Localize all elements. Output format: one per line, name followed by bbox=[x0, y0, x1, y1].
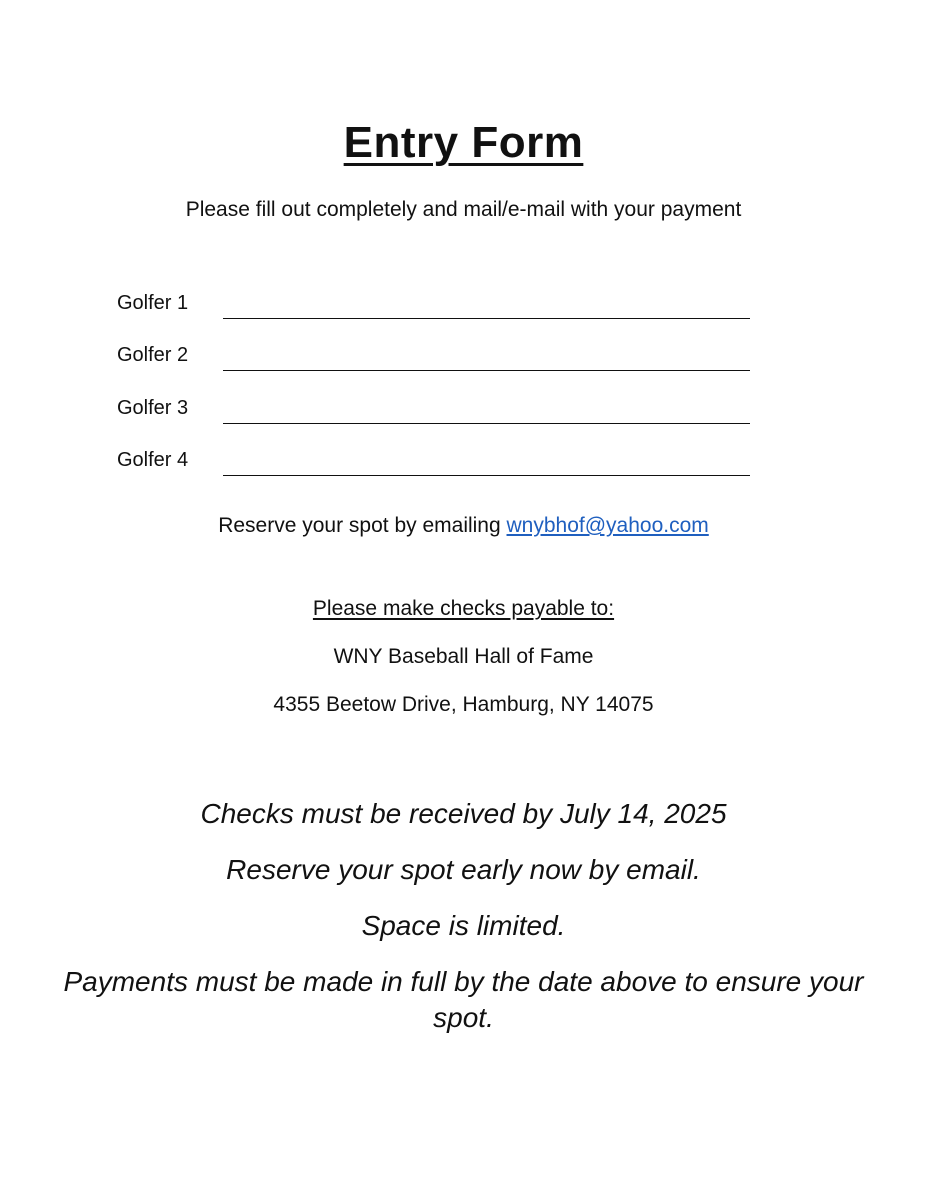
mailing-address: 4355 Beetow Drive, Hamburg, NY 14075 bbox=[273, 693, 654, 716]
payment-full-notice: Payments must be made in full by the date above to ensure your spot. bbox=[63, 966, 864, 1033]
golfer-3-row bbox=[117, 397, 757, 427]
space-limited-notice: Space is limited. bbox=[361, 910, 566, 941]
reserve-early-notice: Reserve your spot early now by email. bbox=[226, 854, 701, 885]
golfer-2-blank[interactable] bbox=[223, 370, 750, 371]
deadline-notice: Checks must be received by July 14, 2025 bbox=[200, 798, 727, 829]
form-instructions: Please fill out completely and mail/e-mail with your payment bbox=[185, 198, 742, 221]
golfer-3-label: Golfer 3 bbox=[117, 397, 189, 419]
golfer-1-label: Golfer 1 bbox=[117, 292, 189, 314]
golfer-2-row bbox=[117, 344, 757, 374]
email-link[interactable]: wnybhof@yahoo.com bbox=[506, 514, 709, 537]
checks-payable-heading: Please make checks payable to: bbox=[312, 597, 615, 620]
golfer-1-row bbox=[117, 292, 757, 322]
golfer-4-blank[interactable] bbox=[223, 475, 750, 476]
reserve-line bbox=[0, 514, 927, 538]
golfer-2-label: Golfer 2 bbox=[117, 344, 189, 366]
golfer-4-label: Golfer 4 bbox=[117, 449, 189, 471]
golfer-1-blank[interactable] bbox=[223, 318, 750, 319]
organization-name: WNY Baseball Hall of Fame bbox=[333, 645, 594, 668]
golfer-4-row bbox=[117, 449, 757, 479]
reserve-text: Reserve your spot by emailing bbox=[218, 514, 507, 537]
page-title: Entry Form bbox=[343, 118, 584, 167]
golfer-3-blank[interactable] bbox=[223, 423, 750, 424]
